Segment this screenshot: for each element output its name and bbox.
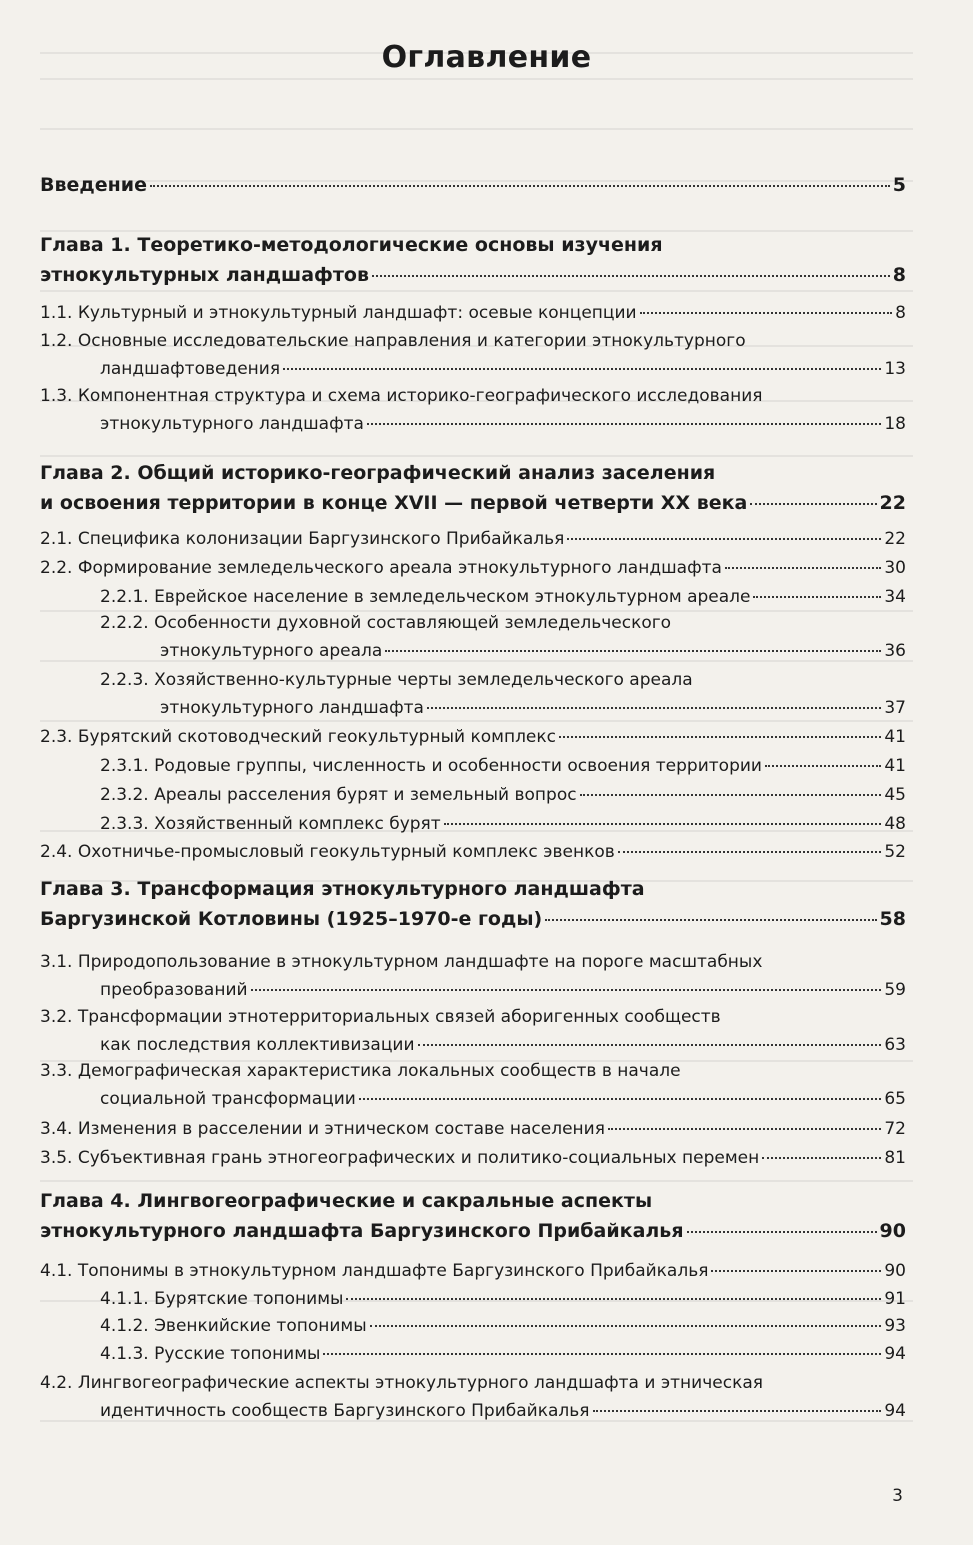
dot-leader [370, 1325, 882, 1327]
toc-page-number: 48 [884, 814, 906, 834]
toc-entry-title: 3.1. Природопользование в этнокультурном ландшафте на пороге масштабных [40, 952, 763, 972]
toc-entry [40, 234, 906, 286]
toc-entry [40, 841, 906, 863]
toc-entry-title: 4.1.2. Эвенкийские топонимы [100, 1316, 367, 1336]
toc-entry-title: 3.3. Демографическая характеристика локальных сообществ в начале [40, 1061, 681, 1081]
toc-entry [40, 1315, 906, 1337]
toc-entry-title: 2.3.1. Родовые группы, численность и особенности освоения территории [100, 756, 762, 776]
dot-leader [725, 567, 881, 569]
toc-entry-title: 3.4. Изменения в расселении и этническом составе населения [40, 1119, 605, 1139]
toc-page-number: 8 [892, 264, 906, 286]
toc-entry [40, 951, 906, 1001]
toc-page-number: 94 [884, 1344, 906, 1364]
toc-entry-title-continued: идентичность сообществ Баргузинского Прибайкалья [100, 1401, 590, 1421]
toc-entry-title-continued: и освоения территории в конце XVII — первой четверти XX века [40, 492, 748, 514]
dot-leader [711, 1270, 881, 1272]
toc-entry-title: 1.3. Компонентная структура и схема историко-географического исследования [40, 386, 763, 406]
toc-entry [40, 528, 906, 550]
toc-entry [40, 1372, 906, 1422]
dot-leader [608, 1128, 881, 1130]
toc-page-number: 81 [884, 1148, 906, 1168]
toc-entry-title: 3.5. Субъективная грань этногеографических и политико-социальных перемен [40, 1148, 760, 1168]
dot-leader [251, 989, 882, 991]
toc-entry-title: 4.1. Топонимы в этнокультурном ландшафте Баргузинского Прибайкалья [40, 1261, 709, 1281]
toc-entry-title-continued: этнокультурного ландшафта [160, 698, 424, 718]
dot-leader [283, 368, 881, 370]
toc-entry-title: 4.1.3. Русские топонимы [100, 1344, 321, 1364]
toc-page-number: 18 [884, 414, 906, 434]
toc-entry [40, 726, 906, 748]
toc-entry-title-continued: этнокультурных ландшафтов [40, 264, 369, 286]
toc-page-number: 41 [884, 756, 906, 776]
page-number: 3 [892, 1486, 903, 1506]
toc-page-number: 91 [884, 1289, 906, 1309]
toc-entry-title: 2.3.3. Хозяйственный комплекс бурят [100, 814, 441, 834]
dot-leader [385, 650, 881, 652]
toc-entry [40, 669, 906, 719]
dot-leader [753, 596, 881, 598]
toc-entry-title-continued: этнокультурного ландшафта Баргузинского Прибайкалья [40, 1220, 684, 1242]
toc-page-number: 30 [884, 558, 906, 578]
toc-entry [40, 1343, 906, 1365]
toc-entry [40, 1288, 906, 1310]
toc-page-number: 72 [884, 1119, 906, 1139]
toc-entry-title-continued: этнокультурного ландшафта [100, 414, 364, 434]
toc-page-number: 41 [884, 727, 906, 747]
dot-leader [418, 1044, 882, 1046]
toc-entry-title: 3.2. Трансформации этнотерриториальных связей аборигенных сообществ [40, 1007, 721, 1027]
dot-leader [618, 851, 882, 853]
toc-page-number: 63 [884, 1035, 906, 1055]
toc-entry [40, 1060, 906, 1110]
toc-page-number: 36 [884, 641, 906, 661]
toc-entry [40, 755, 906, 777]
dot-leader [367, 423, 881, 425]
toc-entry-title: 2.1. Специфика колонизации Баргузинского Прибайкалья [40, 529, 565, 549]
toc-page-number: 8 [895, 303, 906, 323]
toc-entry-title: 2.2.1. Еврейское население в земледельческом этнокультурном ареале [100, 587, 751, 607]
dot-leader [593, 1410, 882, 1412]
toc-page-number: 90 [884, 1261, 906, 1281]
toc-page-number: 90 [879, 1220, 906, 1242]
toc-entry-title: Глава 3. Трансформация этнокультурного ландшафта [40, 878, 645, 900]
toc-entry [40, 302, 906, 324]
dot-leader [444, 823, 882, 825]
dot-leader [323, 1353, 881, 1355]
toc-entry [40, 878, 906, 930]
toc-entry-title: 2.3.2. Ареалы расселения бурят и земельный вопрос [100, 785, 577, 805]
dot-leader [545, 919, 876, 921]
toc-entry-title: Глава 2. Общий историко-географический анализ заселения [40, 462, 716, 484]
toc-entry-title: 2.2.2. Особенности духовной составляющей земледельческого [100, 613, 672, 633]
toc-entry-title-continued: Баргузинской Котловины (1925–1970-е годы) [40, 908, 543, 930]
dot-leader [372, 275, 890, 277]
toc-entry-title: 4.1.1. Бурятские топонимы [100, 1289, 344, 1309]
dot-leader [359, 1098, 882, 1100]
toc-page-number: 65 [884, 1089, 906, 1109]
toc-entry [40, 1147, 906, 1169]
toc-entry-title-continued: преобразований [100, 980, 248, 1000]
toc-entry-title: 2.2.3. Хозяйственно-культурные черты земледельческого ареала [100, 670, 693, 690]
toc-entry [40, 813, 906, 835]
toc-page-number: 37 [884, 698, 906, 718]
toc-entry [40, 174, 906, 196]
toc-entry [40, 1190, 906, 1242]
toc-entry-title: 2.4. Охотничье-промысловый геокультурный комплекс эвенков [40, 842, 615, 862]
dot-leader [765, 765, 881, 767]
toc-entry-title: 1.2. Основные исследовательские направления и категории этнокультурного [40, 331, 746, 351]
toc-entry [40, 586, 906, 608]
dot-leader [640, 312, 893, 314]
toc-entry-title: 2.3. Бурятский скотоводческий геокультурный комплекс [40, 727, 557, 747]
toc-page-number: 59 [884, 980, 906, 1000]
dot-leader [567, 538, 881, 540]
dot-leader [750, 503, 876, 505]
toc-entry-title: 4.2. Лингвогеографические аспекты этнокультурного ландшафта и этническая [40, 1373, 763, 1393]
toc-entry [40, 557, 906, 579]
toc-page-number: 22 [884, 529, 906, 549]
toc-entry-title-continued: как последствия коллективизации [100, 1035, 415, 1055]
dot-leader [346, 1298, 881, 1300]
toc-entry [40, 330, 906, 380]
page-title: Оглавление [381, 40, 592, 75]
dot-leader [427, 707, 881, 709]
toc-entry [40, 784, 906, 806]
toc-entry [40, 1118, 906, 1140]
toc-entry-title-continued: социальной трансформации [100, 1089, 356, 1109]
toc-entry [40, 1006, 906, 1056]
toc-page-number: 34 [884, 587, 906, 607]
toc-page-number: 22 [879, 492, 906, 514]
toc-entry-title: 1.1. Культурный и этнокультурный ландшафт: осевые концепции [40, 303, 637, 323]
toc-entry-title-continued: ландшафтоведения [100, 359, 281, 379]
dot-leader [687, 1231, 877, 1233]
toc-entry [40, 462, 906, 514]
toc-entry-title-continued: этнокультурного ареала [160, 641, 383, 661]
toc-entry-title: Введение [40, 174, 147, 196]
toc-page-number: 52 [884, 842, 906, 862]
toc-page-number: 58 [879, 908, 906, 930]
dot-leader [762, 1157, 881, 1159]
dot-leader [559, 736, 881, 738]
toc-page-number: 13 [884, 359, 906, 379]
toc-entry-title: Глава 1. Теоретико-методологические основы изучения [40, 234, 663, 256]
dot-leader [580, 794, 882, 796]
toc-entry [40, 385, 906, 435]
toc-page-number: 45 [884, 785, 906, 805]
toc-page-number: 5 [892, 174, 906, 196]
toc-entry-title: 2.2. Формирование земледельческого ареала этнокультурного ландшафта [40, 558, 722, 578]
toc-entry-title: Глава 4. Лингвогеографические и сакральные аспекты [40, 1190, 653, 1212]
toc-entry [40, 612, 906, 662]
toc-page-number: 94 [884, 1401, 906, 1421]
toc-entry [40, 1260, 906, 1282]
toc-page-number: 93 [884, 1316, 906, 1336]
dot-leader [150, 185, 890, 187]
